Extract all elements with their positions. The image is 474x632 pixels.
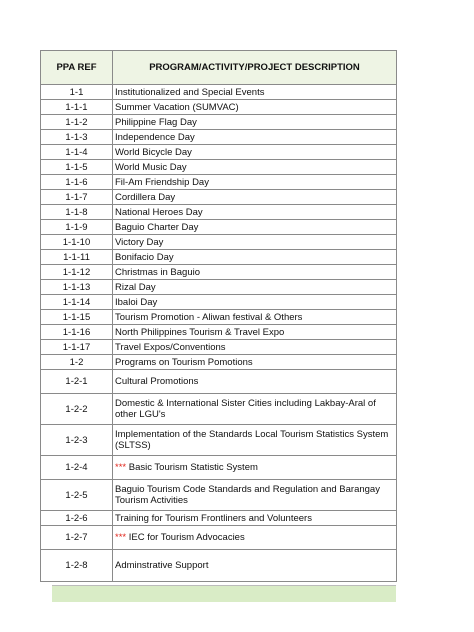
description-cell: Cultural Promotions	[113, 370, 397, 394]
ppa-ref-cell: 1-2-1	[41, 370, 113, 394]
table-row	[41, 100, 397, 115]
ppa-ref-cell: 1-1-6	[41, 175, 113, 190]
description-text: Basic Tourism Statistic System	[126, 462, 258, 473]
ppa-ref-cell: 1-2-6	[41, 511, 113, 526]
description-cell: Programs on Tourism Pomotions	[113, 355, 397, 370]
description-cell: World Bicycle Day	[113, 145, 397, 160]
ppa-ref-cell: 1-1-13	[41, 280, 113, 295]
table-row	[41, 190, 397, 205]
table-row	[41, 220, 397, 235]
ppa-ref-cell: 1-1-17	[41, 340, 113, 355]
table-row	[41, 526, 397, 550]
ppa-ref-cell: 1-1-11	[41, 250, 113, 265]
ppa-ref-cell: 1-1-15	[41, 310, 113, 325]
description-cell: Travel Expos/Conventions	[113, 340, 397, 355]
description-cell: Christmas in Baguio	[113, 265, 397, 280]
description-cell: Institutionalized and Special Events	[113, 85, 397, 100]
table-row	[41, 265, 397, 280]
table-row	[41, 550, 397, 582]
ppa-ref-cell: 1-1-3	[41, 130, 113, 145]
asterisk-mark: ***	[115, 462, 127, 473]
description-cell: Fil-Am Friendship Day	[113, 175, 397, 190]
description-cell: Training for Tourism Frontliners and Volunteers	[113, 511, 397, 526]
description-cell: Baguio Tourism Code Standards and Regulation and Barangay Tourism Activities	[113, 480, 397, 511]
ppa-ref-cell: 1-1	[41, 85, 113, 100]
description-cell	[113, 526, 397, 550]
ppa-ref-cell: 1-1-16	[41, 325, 113, 340]
table-row	[41, 325, 397, 340]
table-row	[41, 115, 397, 130]
table-row	[41, 511, 397, 526]
ppa-ref-cell: 1-1-14	[41, 295, 113, 310]
ppa-ref-cell: 1-1-7	[41, 190, 113, 205]
description-cell: Summer Vacation (SUMVAC)	[113, 100, 397, 115]
description-cell: Independence Day	[113, 130, 397, 145]
description-cell: Victory Day	[113, 235, 397, 250]
ppa-ref-cell: 1-2-2	[41, 394, 113, 425]
description-cell: World Music Day	[113, 160, 397, 175]
header-ppa-ref: PPA REF	[41, 51, 113, 85]
ppa-ref-cell: 1-2-8	[41, 550, 113, 582]
description-cell: Domestic & International Sister Cities including Lakbay-Aral of other LGU's	[113, 394, 397, 425]
table-row	[41, 456, 397, 480]
table-row	[41, 310, 397, 325]
table-row	[41, 205, 397, 220]
description-cell: Ibaloi Day	[113, 295, 397, 310]
table-row	[41, 295, 397, 310]
table-row	[41, 394, 397, 425]
table-row	[41, 280, 397, 295]
ppa-ref-cell: 1-2-4	[41, 456, 113, 480]
ppa-ref-cell: 1-1-5	[41, 160, 113, 175]
ppa-ref-cell: 1-1-12	[41, 265, 113, 280]
description-cell: Baguio Charter Day	[113, 220, 397, 235]
table-row	[41, 130, 397, 145]
description-cell: Implementation of the Standards Local Tourism Statistics System (SLTSS)	[113, 425, 397, 456]
ppa-ref-cell: 1-1-4	[41, 145, 113, 160]
asterisk-mark: ***	[115, 532, 127, 543]
table-row	[41, 340, 397, 355]
table-row	[41, 425, 397, 456]
description-cell: Philippine Flag Day	[113, 115, 397, 130]
header-description: PROGRAM/ACTIVITY/PROJECT DESCRIPTION	[113, 51, 397, 85]
ppa-ref-cell: 1-1-1	[41, 100, 113, 115]
ppa-ref-cell: 1-1-9	[41, 220, 113, 235]
table-row	[41, 480, 397, 511]
table-row	[41, 85, 397, 100]
table-row	[41, 145, 397, 160]
table-row	[41, 370, 397, 394]
description-cell	[113, 456, 397, 480]
ppa-ref-cell: 1-1-8	[41, 205, 113, 220]
ppa-ref-cell: 1-2-5	[41, 480, 113, 511]
description-cell: Tourism Promotion - Aliwan festival & Others	[113, 310, 397, 325]
description-cell: Rizal Day	[113, 280, 397, 295]
description-cell: Cordillera Day	[113, 190, 397, 205]
description-cell: Bonifacio Day	[113, 250, 397, 265]
table-row	[41, 355, 397, 370]
table-row	[41, 175, 397, 190]
description-cell: Adminstrative Support	[113, 550, 397, 582]
table-row	[41, 235, 397, 250]
ppa-ref-cell: 1-1-2	[41, 115, 113, 130]
spreadsheet	[40, 50, 396, 582]
ppa-ref-cell: 1-2	[41, 355, 113, 370]
ppa-ref-cell: 1-2-7	[41, 526, 113, 550]
ppa-ref-cell: 1-2-3	[41, 425, 113, 456]
description-cell: National Heroes Day	[113, 205, 397, 220]
description-cell: North Philippines Tourism & Travel Expo	[113, 325, 397, 340]
ppa-ref-cell: 1-1-10	[41, 235, 113, 250]
description-text: IEC for Tourism Advocacies	[126, 532, 245, 543]
table-row	[41, 250, 397, 265]
table-row	[41, 160, 397, 175]
ppa-table	[40, 50, 397, 582]
footer-bar	[52, 585, 396, 602]
